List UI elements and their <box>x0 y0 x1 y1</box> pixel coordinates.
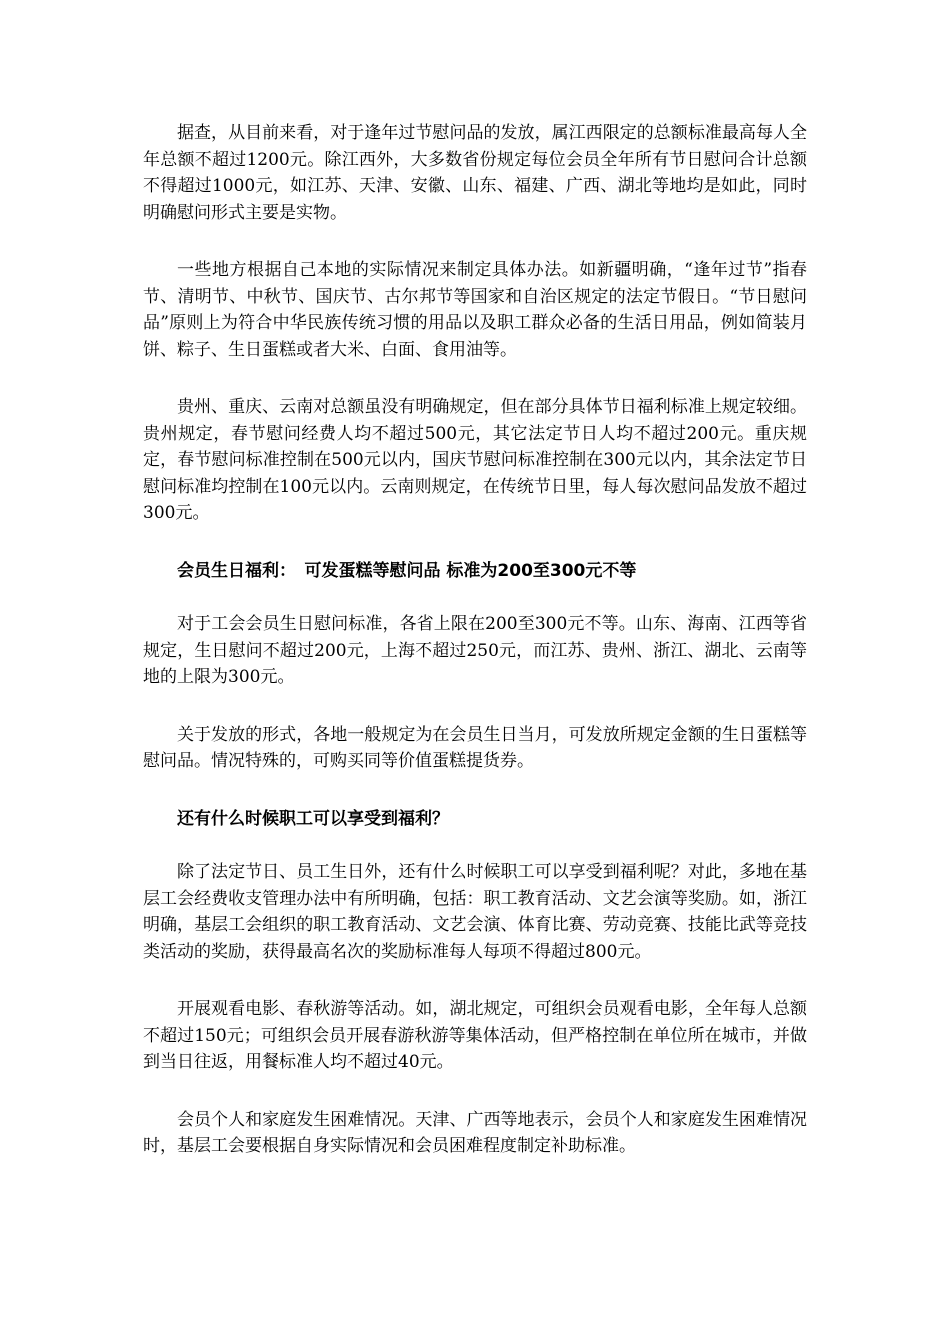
section-heading-other-benefits: 还有什么时候职工可以享受到福利？ <box>177 808 449 829</box>
paragraph: 除了法定节日、员工生日外，还有什么时候职工可以享受到福利呢？对此，多地在基层工会经费收支管理办法中有所明确，包括：职工教育活动、文艺会演等奖励。如，浙江明确，基层工会组织的职工教育活动、文艺会演、体育比赛、劳动竞赛、技能比武等竞技类活动的奖励，获得最高名次的奖励标准每人每项不得超过800元。 <box>143 862 807 962</box>
document-body <box>143 120 807 1191</box>
paragraph: 对于工会会员生日慰问标准，各省上限在200至300元不等。山东、海南、江西等省规定，生日慰问不超过200元，上海不超过250元，而江苏、贵州、浙江、湖北、云南等地的上限为300元。 <box>143 614 807 687</box>
paragraph: 贵州、重庆、云南对总额虽没有明确规定，但在部分具体节日福利标准上规定较细。贵州规定，春节慰问经费人均不超过500元，其它法定节日人均不超过200元。重庆规定，春节慰问标准控制在500元以内，国庆节慰问标准控制在300元以内，其余法定节日慰问标准均控制在100元以内。云南则规定，在传统节日里，每人每次慰问品发放不超过300元。 <box>143 397 807 523</box>
paragraph: 会员个人和家庭发生困难情况。天津、广西等地表示，会员个人和家庭发生困难情况时，基层工会要根据自身实际情况和会员困难程度制定补助标准。 <box>143 1109 807 1156</box>
paragraph: 一些地方根据自己本地的实际情况来制定具体办法。如新疆明确，“逢年过节”指春节、清明节、中秋节、国庆节、古尔邦节等国家和自治区规定的法定节假日。“节日慰问品”原则上为符合中华民族传统习惯的用品以及职工群众必备的生活日用品，例如简装月饼、粽子、生日蛋糕或者大米、白面、食用油等。 <box>143 260 807 360</box>
paragraph: 据查，从目前来看，对于逢年过节慰问品的发放，属江西限定的总额标准最高每人全年总额不超过1200元。除江西外，大多数省份规定每位会员全年所有节日慰问合计总额不得超过1000元，如江苏、天津、安徽、山东、福建、广西、湖北等地均是如此，同时明确慰问形式主要是实物。 <box>143 123 807 223</box>
paragraph: 开展观看电影、春秋游等活动。如，湖北规定，可组织会员观看电影，全年每人总额不超过150元；可组织会员开展春游秋游等集体活动，但严格控制在单位所在城市，并做到当日往返，用餐标准人均不超过40元。 <box>143 999 807 1072</box>
paragraph: 关于发放的形式，各地一般规定为在会员生日当月，可发放所规定金额的生日蛋糕等慰问品。情况特殊的，可购买同等价值蛋糕提货券。 <box>143 724 807 771</box>
section-heading-birthday: 会员生日福利： 可发蛋糕等慰问品 标准为200至300元不等 <box>177 560 637 581</box>
